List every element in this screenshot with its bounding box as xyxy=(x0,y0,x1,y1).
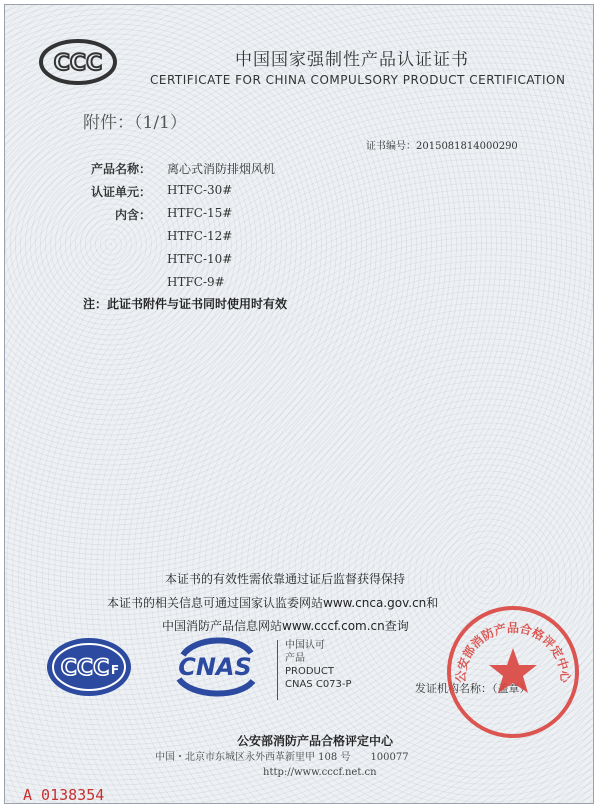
cnas-divider xyxy=(277,640,278,700)
issuer-label: 发证机构名称：（盖章） xyxy=(415,682,531,695)
cnas-info-line: PRODUCT xyxy=(285,666,334,677)
contents-item: HTFC-12# xyxy=(167,229,233,243)
address: 中国・北京市东城区永外西革新里甲 108 号 100077 xyxy=(155,752,409,763)
cnas-info-line: 中国认可 xyxy=(285,640,325,651)
official-seal-icon xyxy=(443,602,583,742)
cnas-info-line: 产品 xyxy=(285,653,305,664)
title-chinese: 中国国家强制性产品认证证书 xyxy=(235,50,469,70)
cnas-info xyxy=(285,639,352,691)
ccc-logo-icon xyxy=(38,38,118,86)
footer-line-2: 本证书的相关信息可通过国家认监委网站www.cnca.gov.cn和 xyxy=(107,596,439,610)
footer-line-1: 本证书的有效性需依靠通过证后监督获得保持 xyxy=(165,572,406,586)
validity-note: 注：此证书附件与证书同时使用时有效 xyxy=(83,297,288,311)
cnas-info-line: CNAS C073-P xyxy=(285,679,352,690)
cnas-logo-text: CNAS xyxy=(178,653,252,681)
cnas-logo-icon xyxy=(165,633,265,701)
ccc-logo-text: CCC xyxy=(53,51,103,76)
product-name-value: 离心式消防排烟风机 xyxy=(167,162,276,176)
website: http://www.cccf.net.cn xyxy=(263,767,377,778)
ministry-name: 公安部消防产品合格评定中心 xyxy=(237,734,394,748)
cccf-logo-text: CCC xyxy=(60,656,110,681)
contents-item: HTFC-15# xyxy=(167,206,233,220)
certificate-page xyxy=(4,4,594,804)
contents-item: HTFC-9# xyxy=(167,275,225,289)
certificate-number: 证书编号：2015081814000290 xyxy=(366,141,518,152)
contents-item: HTFC-10# xyxy=(167,252,233,266)
cccf-logo-icon xyxy=(45,636,133,698)
annex-label: 附件：（1/1） xyxy=(83,113,187,133)
contents-label: 内含： xyxy=(114,208,151,222)
seal-text: 公安部消防产品合格评定中心 xyxy=(453,621,573,684)
unit-label: 认证单元： xyxy=(90,185,151,199)
cccf-logo-letter: F xyxy=(110,663,120,677)
title-english: CERTIFICATE FOR CHINA COMPULSORY PRODUCT CERTIFICATION xyxy=(150,73,566,87)
unit-value: HTFC-30# xyxy=(167,183,233,197)
serial-number: A 0138354 xyxy=(23,786,105,804)
product-name-label: 产品名称： xyxy=(90,162,151,176)
footer-line-3: 中国消防产品信息网站www.cccf.com.cn查询 xyxy=(162,619,409,633)
